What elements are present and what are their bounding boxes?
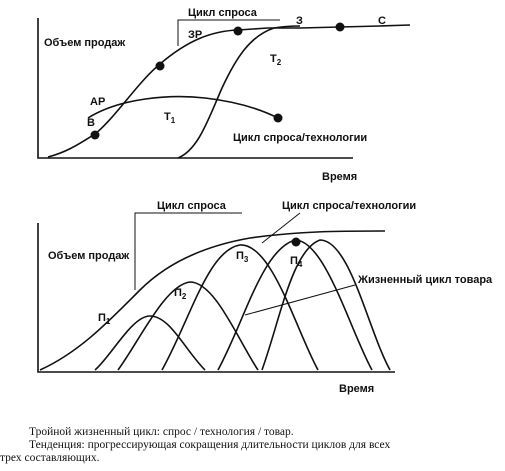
t1-end-dot — [274, 114, 283, 123]
caption-line-2: Тенденция: прогрессирующая сокращения длительности циклов для всех — [29, 439, 391, 451]
point-ar-dot — [156, 62, 165, 71]
point-v-dot — [91, 131, 100, 140]
p2-curve — [118, 282, 258, 370]
bottom-product-leader — [245, 285, 355, 315]
point-zr-dot — [234, 27, 243, 36]
p4-peak-dot — [292, 238, 301, 247]
t2-label: $Т_2$ — [270, 53, 282, 67]
point-zr-label: ЗР — [188, 29, 203, 41]
bottom-tech-cycle-label: Цикл спроса/технологии — [282, 200, 417, 212]
caption-line-1: Тройной жизненный цикл: спрос / технология / товар. — [29, 426, 294, 438]
point-ar-label: АР — [90, 96, 106, 108]
point-s-label: С — [378, 15, 386, 27]
bottom-y-axis-label: Объем продаж — [48, 250, 130, 262]
top-x-axis-label: Время — [322, 171, 358, 183]
bottom-product-cycle-label: Жизненный цикл товара — [358, 274, 493, 286]
p1-curve — [95, 316, 205, 370]
point-s-dot — [336, 23, 345, 32]
point-v-label: В — [87, 117, 95, 129]
point-z-label: З — [296, 15, 303, 27]
p4-label: $П_4$ — [290, 255, 303, 269]
bottom-diagram — [38, 200, 493, 395]
top-demand-cycle-label: Цикл спроса — [188, 7, 257, 19]
top-tech-cycle-label: Цикл спроса/технологии — [233, 132, 368, 144]
p2-label: $П_2$ — [174, 287, 187, 301]
t1-label: $Т_1$ — [164, 111, 176, 125]
figure-caption — [0, 426, 505, 465]
p1-label: $П_1$ — [98, 312, 111, 326]
caption-line-3: трех составляющих. — [0, 452, 100, 464]
p3-label: $П_3$ — [236, 250, 249, 264]
top-y-axis-label: Объем продаж — [44, 37, 126, 49]
t1-curve — [88, 97, 278, 118]
bottom-x-axis-label: Время — [339, 383, 375, 395]
top-diagram — [38, 7, 410, 183]
bottom-demand-cycle-label: Цикл спроса — [157, 200, 226, 212]
